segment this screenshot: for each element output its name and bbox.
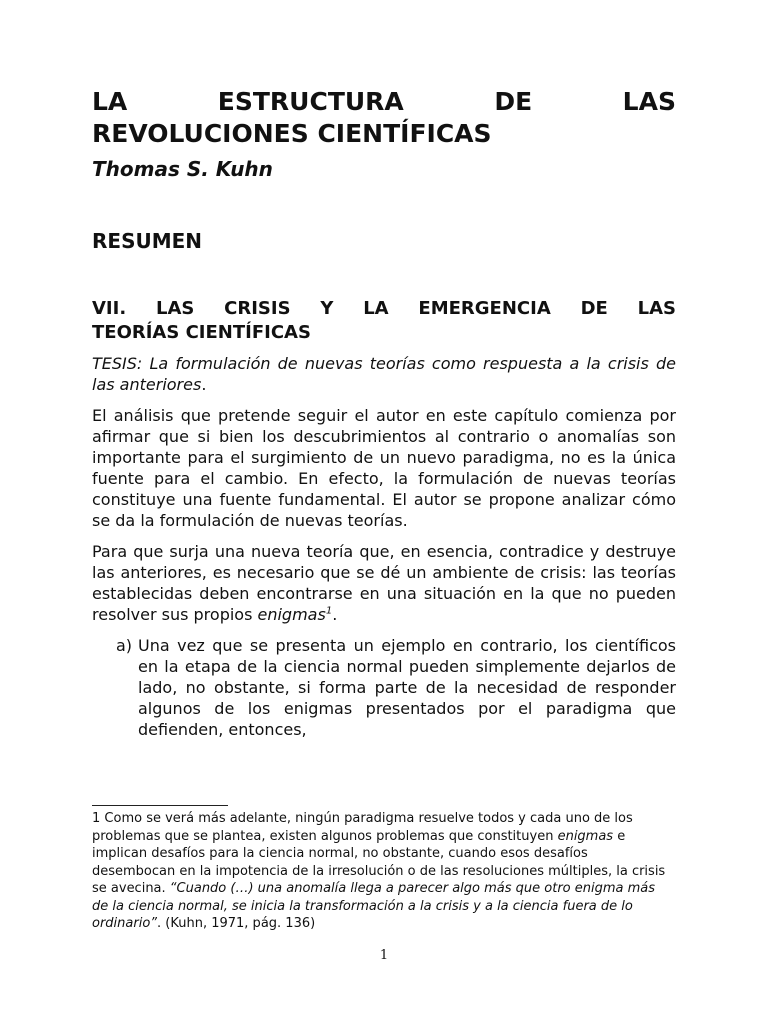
list-item <box>92 635 676 740</box>
footnote-text-1: Como se verá más adelante, ningún paradigma resuelve todos y cada uno de los problemas que se plantea, existen algunos problemas que constituyen <box>92 811 633 844</box>
document-body <box>92 86 676 740</box>
footnote-reference[interactable]: 1 <box>325 605 333 617</box>
thesis-statement <box>92 353 676 395</box>
list-marker: a) <box>116 636 133 655</box>
page-number: 1 <box>379 948 389 963</box>
paragraph-2 <box>92 541 676 625</box>
chapter-heading <box>92 297 676 345</box>
footnote-citation: . (Kuhn, 1971, pág. 136) <box>157 916 316 931</box>
thesis-end: . <box>201 375 207 394</box>
title-word: ESTRUCTURA <box>217 87 404 116</box>
title-line-1 <box>92 86 676 118</box>
chapter-heading-line-1: VII. LAS CRISIS Y LA EMERGENCIA DE LAS <box>92 298 676 319</box>
title-word: DE <box>494 87 533 116</box>
paragraph-2-end: . <box>332 605 338 624</box>
document-title <box>92 86 676 150</box>
author-name: Thomas S. Kuhn <box>92 157 273 181</box>
footnote <box>92 810 666 933</box>
title-word: LAS <box>622 87 676 116</box>
thesis-label: TESIS: <box>92 354 143 373</box>
thesis-text: La formulación de nuevas teorías como respuesta a la crisis de las anteriores <box>92 354 676 394</box>
footnote-quote: “Cuando (…) una anomalía llega a parecer algo más que otro enigma más de la ciencia normal, se inicia la transformación a la crisis y a la ciencia fuera de lo ordinario” <box>92 881 656 931</box>
footnote-italic: enigmas <box>557 828 614 844</box>
chapter-heading-line-2: TEORÍAS CIENTÍFICAS <box>92 322 311 343</box>
footnote-text-2: e implican desafíos para la ciencia normal, no obstante, cuando esos desafíos desembocan en la impotencia de la irresolución o de las resoluciones múltiples, la crisis se avecina. <box>92 828 666 896</box>
footnote-separator <box>92 805 228 806</box>
paragraph-1: El análisis que pretende seguir el autor en este capítulo comienza por afirmar que si bien los descubrimientos al contrario o anomalías son importante para el surgimiento de un nuevo paradigma, no es la única fuente para el cambio. En efecto, la formulación de nuevas teorías constituye una fuente fundamental. El autor se propone analizar cómo se da la formulación de nuevas teorías. <box>92 406 676 530</box>
list-item-text: Una vez que se presenta un ejemplo en contrario, los científicos en la etapa de la ciencia normal pueden simplemente dejarlos de lado, no obstante, si forma parte de la necesidad de responder algunos de los enigmas presentados por el paradigma que defienden, entonces, <box>138 636 676 739</box>
title-line-2: REVOLUCIONES CIENTÍFICAS <box>92 119 492 148</box>
footnote-number: 1 <box>92 811 101 826</box>
summary-heading: RESUMEN <box>92 229 203 253</box>
paragraph-2-text: Para que surja una nueva teoría que, en esencia, contradice y destruye las anteriores, es necesario que se dé un ambiente de crisis: las teorías establecidas deben encontrarse en una situación en la que no pueden resolver sus propios <box>92 542 676 624</box>
title-word: LA <box>92 87 128 116</box>
paragraph-2-italic: enigmas <box>257 605 326 624</box>
